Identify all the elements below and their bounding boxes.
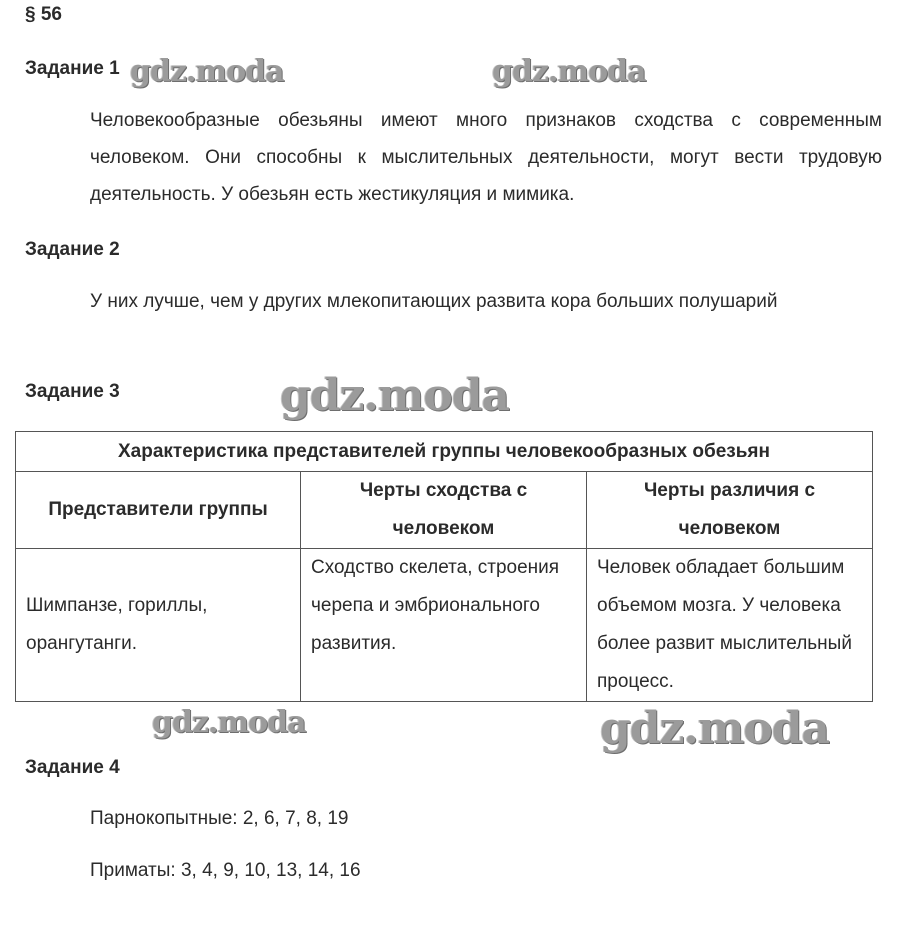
task-4-heading: Задание 4 bbox=[25, 757, 120, 778]
watermark-logo: gdz.moda bbox=[130, 54, 284, 89]
watermark-logo: gdz.moda bbox=[600, 703, 830, 754]
task-3-heading: Задание 3 bbox=[25, 381, 120, 402]
characteristics-table bbox=[15, 431, 873, 702]
table-header-differences: Черты различия с человеком bbox=[587, 472, 873, 549]
task-4-line-2: Приматы: 3, 4, 9, 10, 13, 14, 16 bbox=[90, 860, 361, 881]
task-2-text: У них лучше, чем у других млекопитающих развита кора больших полушарий bbox=[90, 291, 778, 312]
task-1-text: Человекообразные обезьяны имеют много признаков сходства с современным человеком. Они способны к мыслительных деятельности, могут вести трудовую деятельность. У обезьян есть жестикуляция и мимика. bbox=[90, 110, 882, 205]
task-4-line-1: Парнокопытные: 2, 6, 7, 8, 19 bbox=[90, 808, 349, 829]
table-title: Характеристика представителей группы человекообразных обезьян bbox=[16, 432, 873, 472]
watermark-logo: gdz.moda bbox=[280, 370, 510, 421]
table-cell-differences: Человек обладает большим объемом мозга. У человека более развит мыслительный процесс. bbox=[587, 549, 873, 702]
section-number: § 56 bbox=[25, 4, 62, 25]
table-cell-representatives: Шимпанзе, гориллы, орангутанги. bbox=[16, 549, 301, 702]
task-1-heading: Задание 1 bbox=[25, 58, 120, 79]
table-cell-similarities: Сходство скелета, строения черепа и эмбрионального развития. bbox=[301, 549, 587, 702]
task-2-heading: Задание 2 bbox=[25, 239, 120, 260]
table-header-representatives: Представители группы bbox=[16, 472, 301, 549]
table-header-similarities: Черты сходства с человеком bbox=[301, 472, 587, 549]
watermark-logo: gdz.moda bbox=[492, 54, 646, 89]
watermark-logo: gdz.moda bbox=[152, 705, 306, 740]
